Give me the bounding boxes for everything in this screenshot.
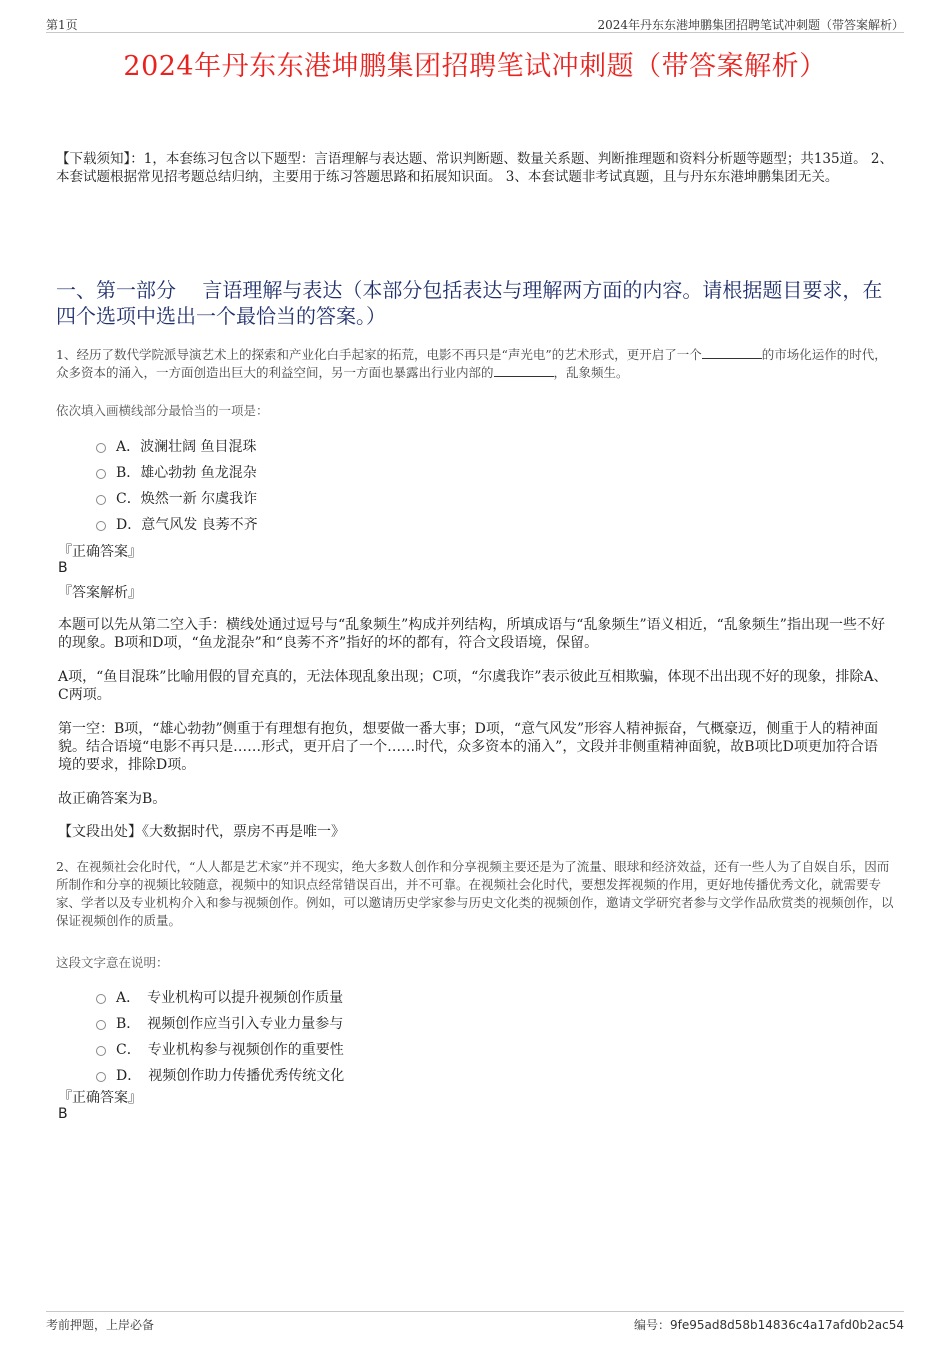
analysis-paragraph-2: A项，“鱼目混珠”比喻用假的冒充真的，无法体现乱象出现；C项，“尔虞我诈”表示彼此互相欺骗，体现不出出现不好的现象，排除A、C两项。 xyxy=(58,669,888,703)
correct-answer-label: 『正确答案』 xyxy=(58,544,142,560)
option-c[interactable] xyxy=(96,1036,344,1062)
option-b[interactable] xyxy=(96,1010,344,1036)
source-citation: 【文段出处】《大数据时代，票房不再是唯一》 xyxy=(58,824,345,840)
option-a[interactable] xyxy=(96,433,258,459)
fill-blank xyxy=(702,346,762,359)
radio-icon[interactable] xyxy=(96,443,106,453)
option-a[interactable] xyxy=(96,984,344,1010)
document-id: 编号：9fe95ad8d58b14836c4a17afd0b2ac54 xyxy=(634,1318,904,1332)
section-heading: 一、第一部分 言语理解与表达（本部分包括表达与理解两方面的内容。请根据题目要求，在四个选项中选出一个最恰当的答案。） xyxy=(56,278,883,328)
option-label: A．波澜壮阔 鱼目混珠 xyxy=(116,439,257,455)
radio-icon[interactable] xyxy=(96,1072,106,1082)
analysis-label: 『答案解析』 xyxy=(58,585,142,601)
radio-icon[interactable] xyxy=(96,1046,106,1056)
option-label: D． 视频创作助力传播优秀传统文化 xyxy=(116,1068,345,1084)
option-label: C．焕然一新 尔虞我诈 xyxy=(116,491,258,507)
option-c[interactable] xyxy=(96,485,258,511)
question-2-options xyxy=(96,984,344,1088)
question-2-text: 2、在视频社会化时代，“人人都是艺术家”并不现实，绝大多数人创作和分享视频主要还是为了流量、眼球和经济效益，还有一些人为了自娱自乐，因而所制作和分享的视频比较随意，视频中的知识点经常错误百出，并不可靠。在视频社会化时代，要想发挥视频的作用，更好地传播优秀文化，就需要专家、学者以及专业机构介入和参与视频创作。例如，可以邀请历史学家参与历史文化类的视频创作，邀请文学研究者参与文学作品欣赏类的视频创作，以保证视频创作的质量。 xyxy=(56,859,894,928)
page-title: 2024年丹东东港坤鹏集团招聘笔试冲刺题（带答案解析） xyxy=(123,51,827,82)
question-1-part-c: ，乱象频生。 xyxy=(553,365,629,380)
option-d[interactable] xyxy=(96,511,258,537)
footer-slogan: 考前押题，上岸必备 xyxy=(46,1318,155,1332)
page-header xyxy=(46,14,904,33)
option-label: A． 专业机构可以提升视频创作质量 xyxy=(116,990,344,1006)
analysis-paragraph-3: 第一空：B项，“雄心勃勃”侧重于有理想有抱负，想要做一番大事；D项，“意气风发”形容人精神振奋，气概豪迈，侧重于人的精神面貌。结合语境“电影不再只是……形式，更开启了一个……时代，众多资本的涌入”，文段并非侧重精神面貌，故B项比D项更加符合语境的要求，排除D项。 xyxy=(58,721,879,773)
radio-icon[interactable] xyxy=(96,495,106,505)
header-doc-title: 2024年丹东东港坤鹏集团招聘笔试冲刺题（带答案解析） xyxy=(597,18,904,32)
fill-blank xyxy=(494,364,554,377)
correct-answer: B xyxy=(58,560,68,576)
question-1-prompt: 依次填入画横线部分最恰当的一项是： xyxy=(56,403,269,418)
question-2-prompt: 这段文字意在说明： xyxy=(56,955,169,970)
option-label: C． 专业机构参与视频创作的重要性 xyxy=(116,1042,344,1058)
analysis-paragraph-1: 本题可以先从第二空入手：横线处通过逗号与“乱象频生”构成并列结构，所填成语与“乱象频生”语义相近，“乱象频生”指出现一些不好的现象。B项和D项，“鱼龙混杂”和“良莠不齐”指好的坏的都有，符合文段语境，保留。 xyxy=(58,617,885,651)
question-1-options xyxy=(96,433,258,537)
question-1-part-a: 1、经历了数代学院派导演艺术上的探索和产业化白手起家的拓荒，电影不再只是“声光电”的艺术形式，更开启了一个 xyxy=(56,347,702,362)
page-footer xyxy=(46,1311,904,1334)
correct-answer: B xyxy=(58,1106,68,1122)
question-1-part-b: 的市场化运作的时代，众多资本的涌入，一方面创造出巨大的利益空间，另一方面也暴露出行业内部的 xyxy=(56,347,887,380)
page-number: 第1页 xyxy=(46,18,78,32)
option-label: D．意气风发 良莠不齐 xyxy=(116,517,258,533)
option-b[interactable] xyxy=(96,459,258,485)
download-notice: 【下载须知】：1，本套练习包含以下题型：言语理解与表达题、常识判断题、数量关系题、判断推理题和资料分析题等题型；共135道。 2、本套试题根据常见招考题总结归纳，主要用于练习答题思路和拓展知识面。 3、本套试题非考试真题，且与丹东东港坤鹏集团无关。 xyxy=(56,151,893,185)
option-d[interactable] xyxy=(96,1062,344,1088)
radio-icon[interactable] xyxy=(96,521,106,531)
analysis-paragraph-4: 故正确答案为B。 xyxy=(58,791,167,807)
correct-answer-label: 『正确答案』 xyxy=(58,1090,142,1106)
question-1-text xyxy=(56,346,896,382)
radio-icon[interactable] xyxy=(96,1020,106,1030)
radio-icon[interactable] xyxy=(96,469,106,479)
option-label: B．雄心勃勃 鱼龙混杂 xyxy=(116,465,257,481)
option-label: B． 视频创作应当引入专业力量参与 xyxy=(116,1016,344,1032)
radio-icon[interactable] xyxy=(96,994,106,1004)
